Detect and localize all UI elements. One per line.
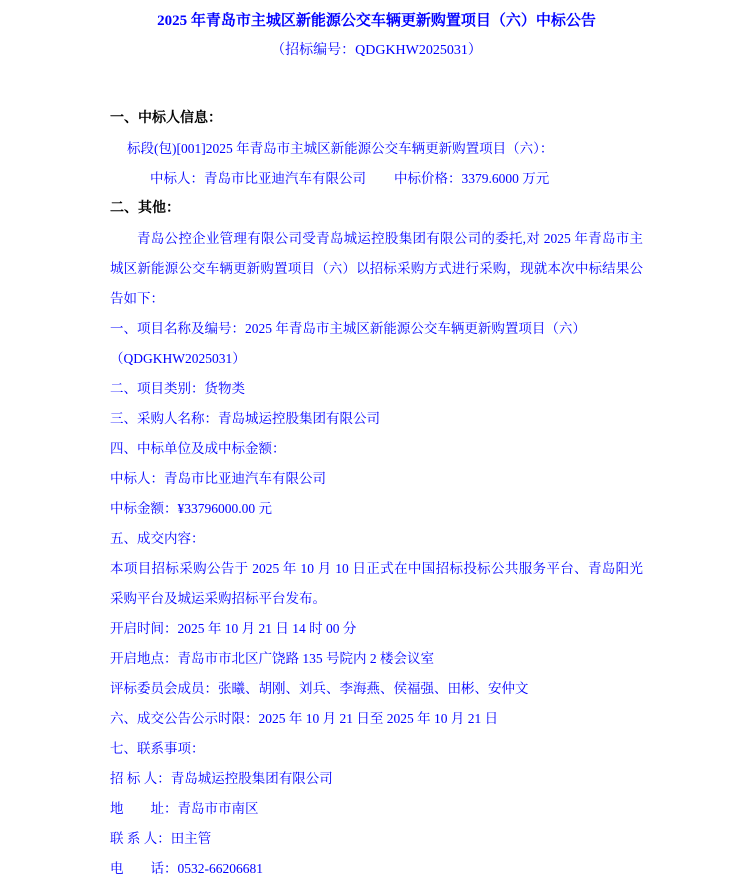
winner-price-line [110, 164, 643, 194]
item-contact-person: 联 系 人：田主管 [110, 831, 212, 846]
section2-heading: 二、其他： [110, 201, 180, 216]
item-contact-heading: 七、联系事项： [110, 741, 205, 756]
item-project-category: 二、项目类别：货物类 [110, 381, 245, 396]
item-deal-content-heading: 五、成交内容： [110, 531, 205, 546]
winner-price-text: 中标价格：3379.6000 万元 [394, 171, 550, 186]
intro-paragraph: 青岛公控企业管理有限公司受青岛城运控股集团有限公司的委托,对 2025 年青岛市主城区新能源公交车辆更新购置项目（六）以招标采购方式进行采购，现就本次中标结果公告如下： [110, 231, 643, 306]
item-phone: 电 话：0532-66206681 [110, 861, 263, 876]
item-winner-heading: 四、中标单位及成中标金额： [110, 441, 286, 456]
item-opening-location: 开启地点：青岛市市北区广饶路 135 号院内 2 楼会议室 [110, 651, 434, 666]
document-body [110, 104, 643, 884]
section1-heading: 一、中标人信息： [110, 111, 222, 126]
item-publicity-period: 六、成交公告公示时限：2025 年 10 月 21 日至 2025 年 10 月 21 日 [110, 711, 499, 726]
item-project-name: 一、项目名称及编号：2025 年青岛市主城区新能源公交车辆更新购置项目（六） [110, 321, 586, 336]
item-address: 地 址：青岛市市南区 [110, 801, 259, 816]
page-title: 2025 年青岛市主城区新能源公交车辆更新购置项目（六）中标公告 [157, 13, 596, 29]
item-evaluation-committee: 评标委员会成员：张曦、胡刚、刘兵、李海燕、侯福强、田彬、安仲文 [110, 681, 529, 696]
winner-name-text: 中标人：青岛市比亚迪汽车有限公司 [150, 171, 366, 186]
item-winning-amount: 中标金额：¥33796000.00 元 [110, 501, 272, 516]
item-announcement-publish-paragraph: 本项目招标采购公告于 2025 年 10 月 10 日正式在中国招标投标公共服务平台、青岛阳光采购平台及城运采购招标平台发布。 [110, 561, 643, 606]
item-opening-time: 开启时间：2025 年 10 月 21 日 14 时 00 分 [110, 621, 357, 636]
item-tenderer: 招 标 人：青岛城运控股集团有限公司 [110, 771, 333, 786]
lot-info-line: 标段(包)[001]2025 年青岛市主城区新能源公交车辆更新购置项目（六）： [127, 141, 554, 156]
item-project-number: （QDGKHW2025031） [110, 351, 246, 366]
tender-number-subtitle: （招标编号：QDGKHW2025031） [271, 43, 482, 58]
item-purchaser-name: 三、采购人名称：青岛城运控股集团有限公司 [110, 411, 380, 426]
item-winner-name: 中标人：青岛市比亚迪汽车有限公司 [110, 471, 326, 486]
